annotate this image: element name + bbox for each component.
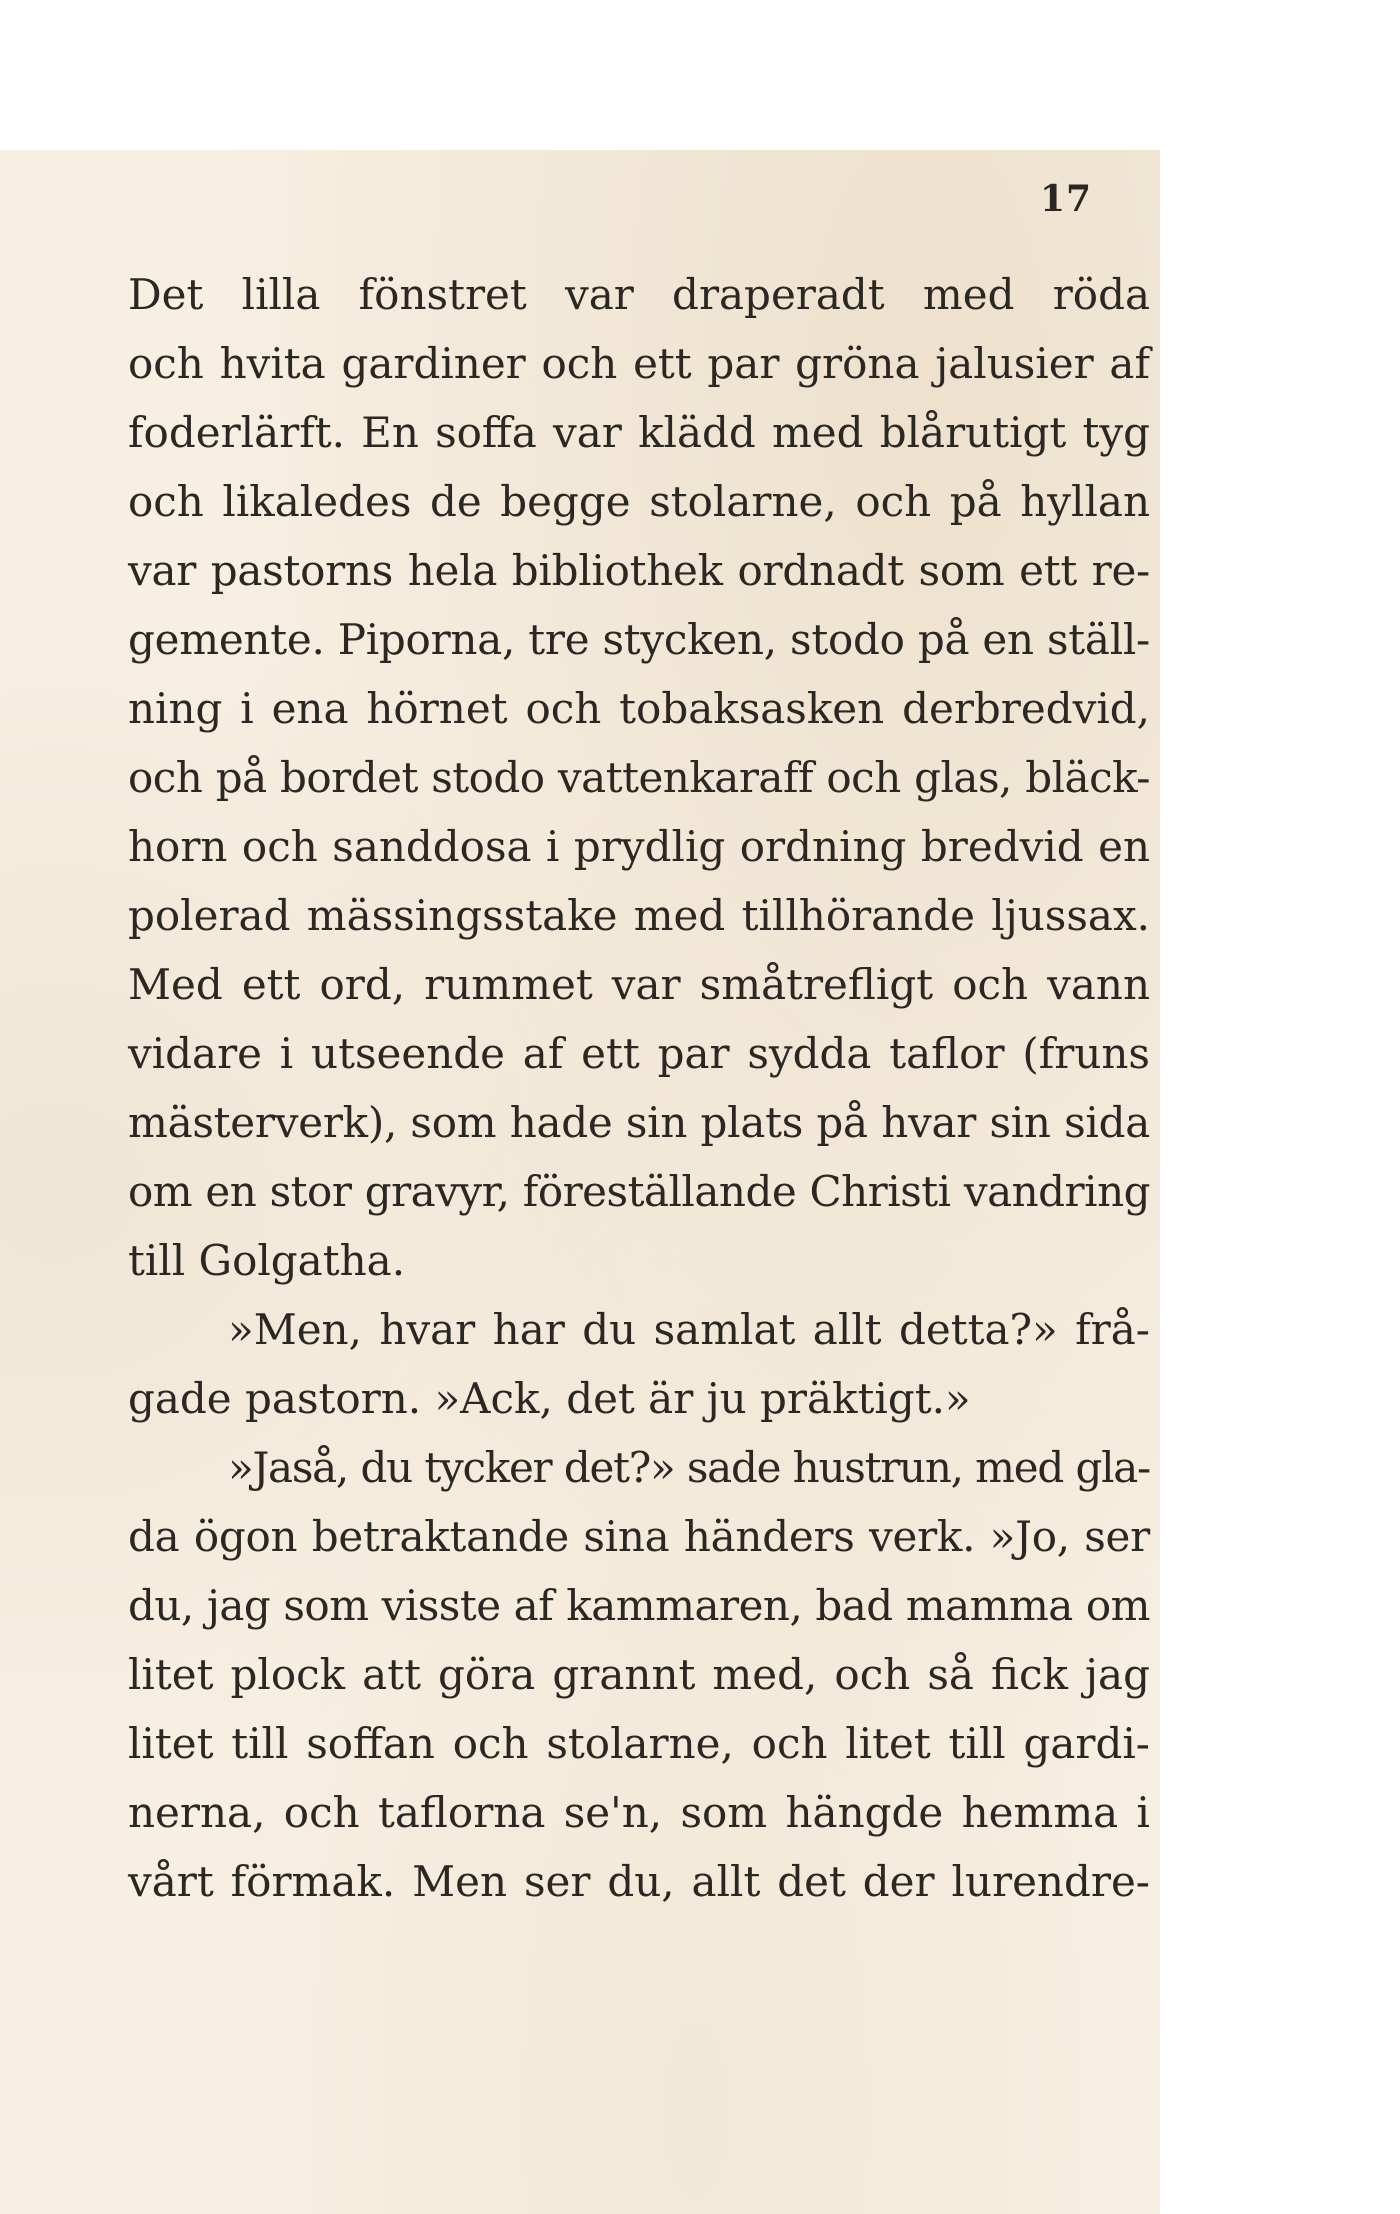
text-line: och på bordet stodo vattenkaraff och glas, bläck- [128,753,1150,802]
text-line: nerna, och taflorna se'n, som hängde hemma i [128,1788,1150,1837]
text-line: Det lilla fönstret var draperadt med röda [128,270,1150,319]
body-text [128,260,1150,1916]
text-line: till Golgatha. [128,1236,406,1285]
text-line: var pastorns hela bibliothek ordnadt som ett re- [128,546,1150,595]
text-line: ning i ena hörnet och tobaksasken derbredvid, [128,684,1150,733]
text-line: »Jaså, du tycker det?» sade hustrun, med gla- [228,1443,1150,1492]
text-line: horn och sanddosa i prydlig ordning bredvid en [128,822,1150,871]
text-line: litet till soffan och stolarne, och litet till gardi- [128,1719,1150,1768]
text-line: litet plock att göra grannt med, och så fick jag [128,1650,1150,1699]
text-line: och likaledes de begge stolarne, och på hyllan [128,477,1150,526]
text-line: Med ett ord, rummet var småtrefligt och vann [128,960,1150,1009]
text-line: gade pastorn. »Ack, det är ju präktigt.» [128,1374,971,1423]
text-line: da ögon betraktande sina händers verk. »Jo, ser [128,1512,1150,1561]
text-line: polerad mässingsstake med tillhörande ljussax. [128,891,1150,940]
text-line: du, jag som visste af kammaren, bad mamma om [128,1581,1150,1630]
text-line: »Men, hvar har du samlat allt detta?» frå- [228,1305,1150,1354]
text-line: mästerverk), som hade sin plats på hvar sin sida [128,1098,1150,1147]
text-line: gemente. Piporna, tre stycken, stodo på en ställ- [128,615,1150,664]
text-line: om en stor gravyr, föreställande Christi vandring [128,1167,1150,1216]
page-number: 17 [1040,178,1093,220]
text-line: och hvita gardiner och ett par gröna jalusier af [128,339,1150,388]
text-line: vårt förmak. Men ser du, allt det der lurendre- [128,1857,1150,1906]
text-line: vidare i utseende af ett par sydda taflor (fruns [128,1029,1150,1078]
text-line: foderlärft. En soffa var klädd med blårutigt tyg [128,408,1150,457]
